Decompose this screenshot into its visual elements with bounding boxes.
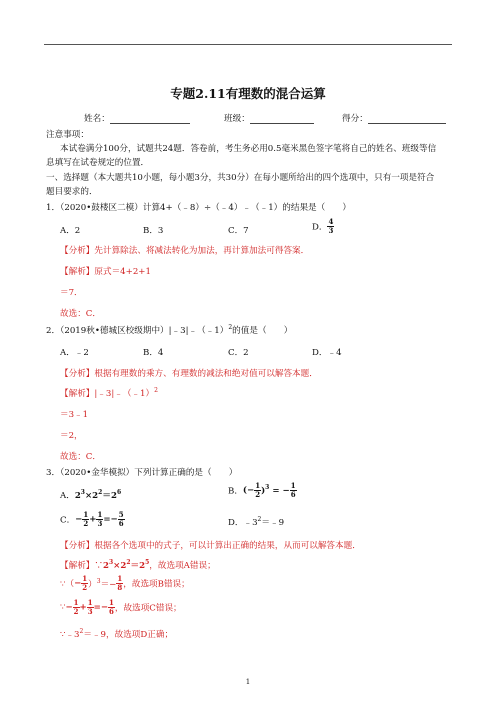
- q1-option-c: C．7: [228, 226, 249, 236]
- page-number: 1: [245, 678, 251, 686]
- name-field[interactable]: [84, 112, 190, 124]
- q3-solution-b: ∵（− $\frac{1}{2}$ ）$^3$＝− $\frac{1}{8}$ ，故选项B错误；: [60, 574, 190, 592]
- q3-solution-a: 【解析】$\because 2^3\times 2^2=2^5$，故选项A错误；: [60, 559, 216, 571]
- q2-stem: 2．（2019秋•德城区校级期中）|﹣3|﹣（﹣1）$^2$的值是（ ）: [46, 324, 293, 336]
- page-title: 专题2.11有理数的混合运算: [170, 86, 326, 101]
- q1-stem: 1．（2020•鼓楼区二模）计算4+（﹣8）÷（﹣4）﹣（﹣1）的结果是（ ）: [46, 203, 352, 213]
- q1-option-d-fraction: $\frac{4}{3}$: [328, 217, 334, 235]
- header-rule: [44, 44, 452, 45]
- q3-option-c: C．− $\frac{1}{2}$ + $\frac{1}{3}$ =− $\frac{5}{6}$: [60, 510, 124, 528]
- q3-option-a: A．$2^3\times 2^2=2^6$: [60, 489, 122, 501]
- q2-option-c: C．2: [228, 348, 249, 358]
- q1-solution: 【解析】原式＝4+2+1: [60, 267, 151, 277]
- q1-answer: 故选：C．: [60, 309, 101, 319]
- q2-step-1: ＝3﹣1: [60, 410, 89, 420]
- q3-solution-d: $\because﹣3^2=﹣9$，故选项D正确；: [60, 628, 174, 640]
- class-label: 班级：: [224, 114, 250, 124]
- q2-step-2: ＝2，: [60, 431, 83, 441]
- notice-line-1: 本试卷满分100分，试题共24题．答卷前，考生务必用0.5毫米黑色签字笔将自己的姓名、班级等信: [60, 144, 437, 154]
- q1-option-d-label: D．: [312, 222, 328, 233]
- q2-option-a: A．﹣2: [60, 348, 89, 358]
- q3-solution-c: ∵− $\frac{1}{2}$ + $\frac{1}{3}$ =− $\frac{1}{6}$ ，故选项C错误；: [60, 598, 182, 616]
- q1-option-a: A．2: [60, 226, 81, 236]
- q3-option-d: D．$﹣3^2=﹣9$: [228, 516, 285, 528]
- class-blank[interactable]: [250, 123, 314, 124]
- q3-analysis: 【分析】根据各个选项中的式子，可以计算出正确的结果，从而可以解答本题．: [60, 541, 361, 551]
- q2-option-d: D．﹣4: [312, 348, 342, 358]
- q2-option-b: B．4: [143, 348, 164, 358]
- q3-stem: 3．（2020•金华模拟）下列计算正确的是（ ）: [46, 468, 238, 478]
- score-blank[interactable]: [368, 123, 446, 124]
- q2-answer: 故选：C．: [60, 452, 101, 462]
- q1-option-b: B．3: [143, 226, 164, 236]
- class-field[interactable]: [224, 112, 314, 124]
- section1-line-1: 一、选择题（本大题共10小题，每小题3分，共30分）在每小题所给出的四个选项中，只有一项是符合: [46, 173, 435, 183]
- q1-step-1: ＝7．: [60, 288, 83, 298]
- notice-heading: 注意事项：: [46, 130, 89, 140]
- score-label: 得分：: [342, 114, 368, 124]
- q2-solution: 【解析】|﹣3|﹣（﹣1）$^2$: [60, 387, 158, 399]
- section1-line-2: 题目要求的．: [46, 187, 98, 197]
- name-blank[interactable]: [110, 123, 190, 124]
- q2-analysis: 【分析】根据有理数的乘方、有理数的减法和绝对值可以解答本题．: [60, 369, 318, 379]
- notice-line-2: 息填写在试卷规定的位置．: [46, 158, 150, 168]
- score-field[interactable]: [342, 112, 446, 124]
- q1-analysis: 【分析】先计算除法、将减法转化为加法，再计算加法可得答案．: [60, 246, 310, 256]
- name-label: 姓名：: [84, 114, 110, 124]
- q3-option-b: B．(− $\frac{1}{2}$ )$^3$ = − $\frac{1}{6}$: [228, 481, 296, 499]
- q1-option-d: [312, 218, 334, 235]
